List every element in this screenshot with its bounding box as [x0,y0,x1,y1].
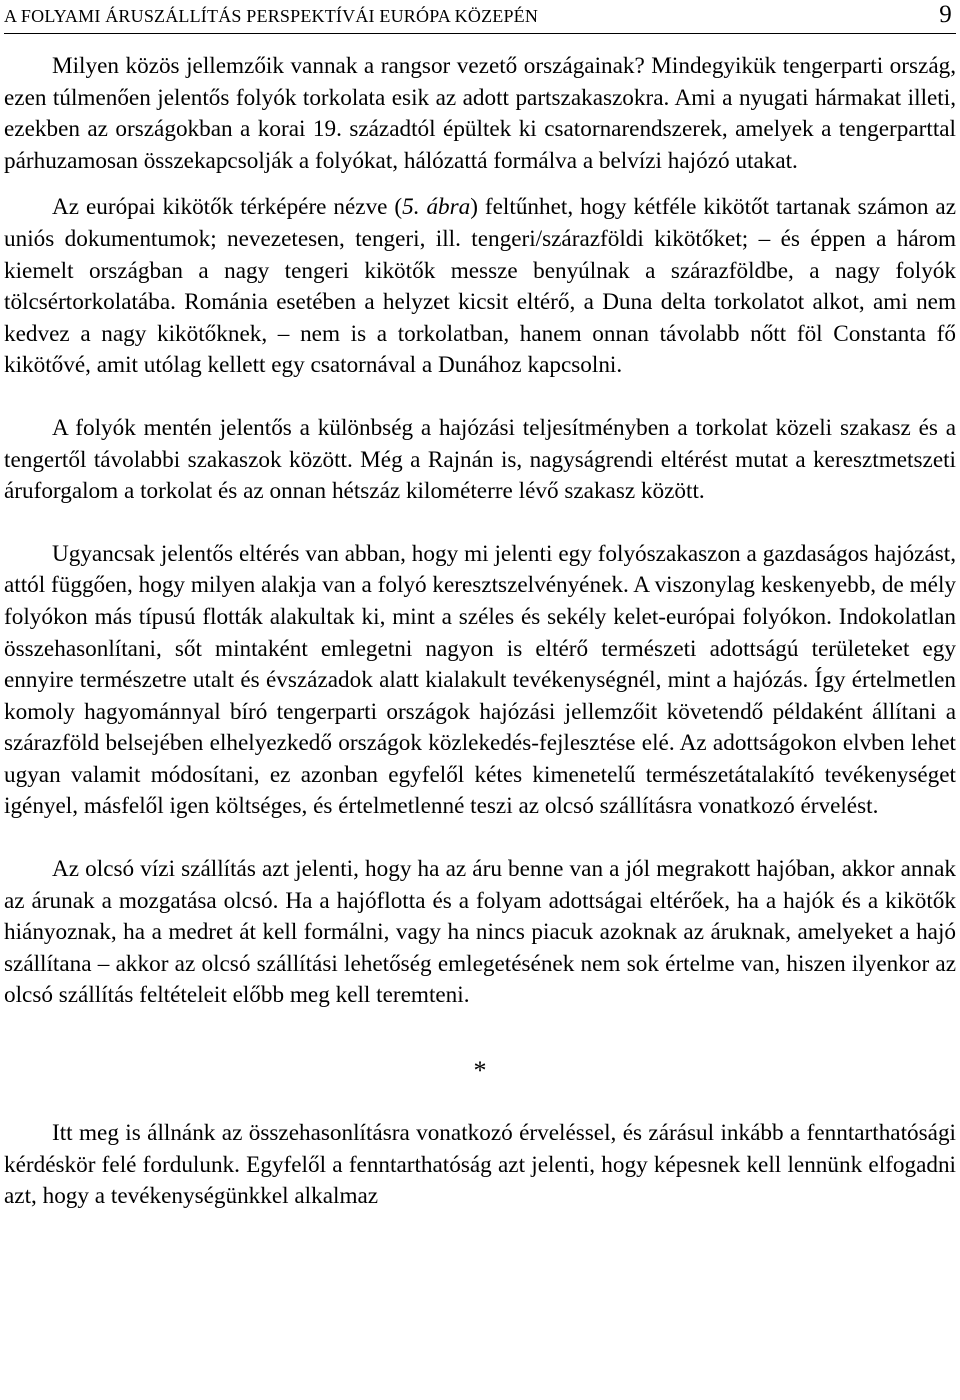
paragraph-2 [4,192,956,382]
document-page [4,0,956,1213]
paragraph-2-start: Az európai kikötők térképére nézve ( [52,194,403,221]
paragraph-4: Ugyancsak jelentős eltérés van abban, hogy mi jelenti egy folyószakaszon a gazdaságos hajózást, attól függően, hogy milyen alakja van a folyó keresztszelvényének. A viszonylag keskenyebb, de mély folyókon más típusú flották alakultak ki, mint a széles és sekély kelet-európai folyókon. Indokolatlan összehasonlítani, sőt mintaként emlegetni nagyon is eltérő természeti adottságú területeket egy ennyire természetre utalt és évszázadok alatt kialakult tevékenységnél, mint a hajózás. Így értelmetlen komoly hagyománnyal bíró tengerparti országok hajózási jellemzőit követendő példaként állítani a szárazföld belsejében elhelyezkedő országok közlekedés-fejlesztése elé. Az adottságokon elvben lehet ugyan valamit módosítani, ez azonban egyfelől kétes kimenetelű természetátalakító tevékenységet igényel, másfelől igen költséges, és értelmetlenné teszi az olcsó szállításra vonatkozó érvelést. [4,540,956,820]
section-separator: * [473,1056,487,1086]
body-text [4,51,956,1213]
paragraph-6: Itt meg is állnánk az összehasonlításra vonatkozó érveléssel, és zárásul inkább a fenntarthatósági kérdéskör felé fordulunk. Egyfelől a fenntarthatóság azt jelenti, hogy képesnek kell lennünk elfogadni azt, hogy a tevékenységünkkel alkalmaz [4,1120,956,1210]
paragraph-1: Milyen közös jellemzőik vannak a rangsor vezető országainak? Mindegyikük tengerparti ország, ezen túlmenően jelentős folyók torkolata esik az adott partszakaszokra. Ami a nyugati hármakat illeti, ezekben az országokban a korai 19. századtól épültek ki csatornarendszerek, amelyek a tengerparttal párhuzamosan összekapcsolják a folyókat, hálózattá formálva a belvízi hajózó utakat. [4,53,956,174]
paragraph-5: Az olcsó vízi szállítás azt jelenti, hogy ha az áru benne van a jól megrakott hajóban, akkor annak az árunak a mozgatása olcsó. Ha a hajóflotta és a folyam adottságai eltérőek, ha a hajók és a kikötők hiányoznak, ha a medret át kell formálni, vagy ha nincs piacuk azoknak az áruknak, amelyeket a hajó szállítana – akkor az olcsó szállítási lehetőség emlegetésének nem sok értelme van, hiszen ilyenkor az olcsó szállítás feltételeit előbb meg kell teremteni. [4,856,956,1009]
page-number: 9 [939,1,952,28]
running-title: A FOLYAMI ÁRUSZÁLLÍTÁS PERSPEKTÍVÁI EURÓPA KÖZEPÉN [4,6,539,26]
paragraph-2-rest: ) feltűnhet, hogy kétféle kikötőt tartanak számon az uniós dokumentumok; nevezetesen, tengeri, ill. tengeri/szárazföldi kikötőket; – és éppen a három kiemelt országban a nagy tengeri kikötők messze benyúlnak a szárazföldbe, a nagy folyók tölcsértorkolatába. Románia esetében a helyzet kicsit eltérő, a Duna delta torkolatot alkot, ami nem kedvez a nagy kikötőknek, – nem is a torkolatban, hanem onnan távolabb nőtt föl Constanta fő kikötővé, amit utólag kellett egy csatornával a Dunához kapcsolni. [4,194,956,379]
running-header [4,0,956,34]
paragraph-3: A folyók mentén jelentős a különbség a hajózási teljesítményben a torkolat közeli szakasz és a tengertől távolabbi szakaszok között. Még a Rajnán is, nagyságrendi eltérést mutat a keresztmetszeti áruforgalom a torkolat és az onnan hétszáz kilométerre lévő szakasz között. [4,414,956,505]
figure-reference: 5. ábra [402,194,471,221]
